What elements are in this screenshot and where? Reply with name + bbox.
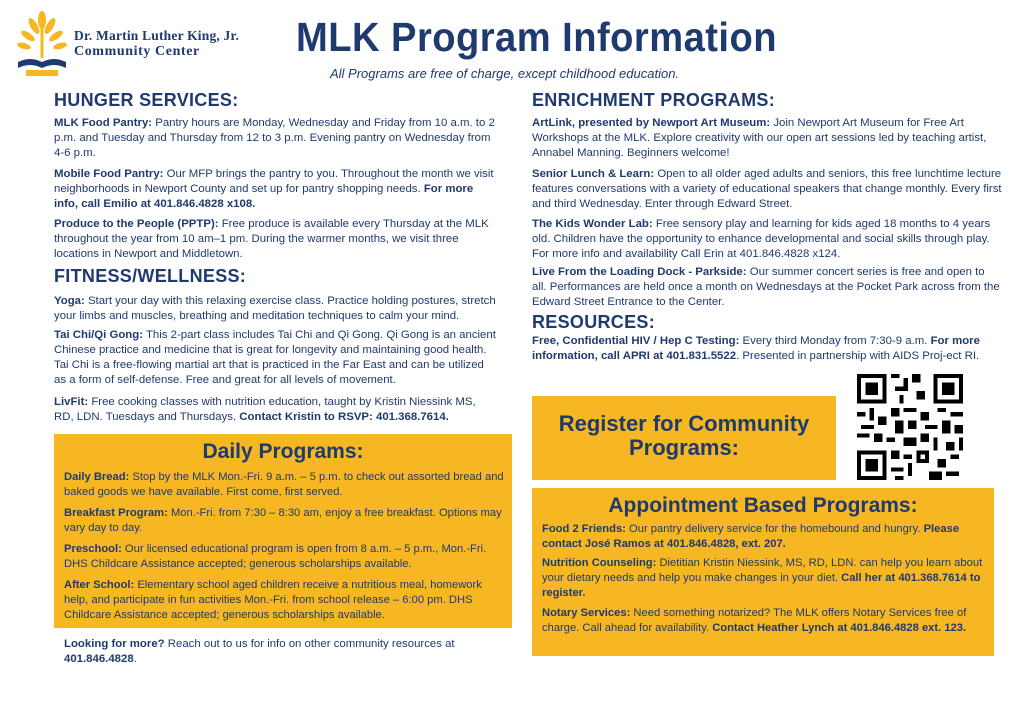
hunger-item-food-pantry: MLK Food Pantry: Pantry hours are Monday, Wednesday and Friday from 10 a.m. to 2 p.m. and Tuesday and Thursday from 12 to 3 p.m. Evening pantry on Wednesday from 4-6 p.m. xyxy=(54,117,495,159)
appointment-heading: Appointment Based Programs: xyxy=(608,494,918,517)
fitness-item-tai-chi: Tai Chi/Qi Gong: This 2-part class includes Tai Chi and Qi Gong. Qi Gong is an ancient Chinese practice and medicine that is great for longevity and maintaining good health. Tai Chi is a free-flowing martial art that is practiced in the Far East and can be utilized as a form of self-defense. Free and great for all levels of movement. xyxy=(54,329,496,386)
appointment-item-nutrition: Nutrition Counseling: Dietitian Kristin Niessink, MS, RD, LDN. can help you learn about your dietary needs and help you make changes in your diet. Call her at 401.368.7614 to register. xyxy=(542,557,983,599)
appointment-item-notary: Notary Services: Need something notarized? The MLK offers Notary Services free of charge. Call ahead for availability. Contact Heather Lynch at 401.846.4828 ext. 123. xyxy=(542,607,967,634)
logo-line-2: Community Center xyxy=(74,44,200,59)
fitness-item-livfit: LivFit: Free cooking classes with nutrition education, taught by Kristin Niessink MS, RD, LDN. Tuesdays and Thursdays. Contact Kristin to RSVP: 401.368.7614. xyxy=(54,396,476,423)
register-line-2: Programs: xyxy=(628,435,740,460)
daily-item-breakfast: Breakfast Program: Mon.-Fri. from 7:30 – 8:30 am, enjoy a free breakfast. Options may vary day to day. xyxy=(64,507,502,534)
enrichment-item-senior-lunch: Senior Lunch & Learn: Open to all older aged adults and seniors, this free lunchtime lecture features conversations with a variety of educational speakers that change monthly. Every first and third Wednesday. Enter through Edward Street. xyxy=(532,168,1002,210)
community-center-logo xyxy=(12,6,242,78)
wheat-book-logo-icon xyxy=(12,6,72,78)
register-line-1: Register for Community xyxy=(558,411,810,436)
resources-heading: RESOURCES: xyxy=(532,312,656,332)
more-phone: 401.846.4828 xyxy=(64,653,134,665)
daily-item-preschool: Preschool: Our licensed educational program is open from 8 a.m. – 5 p.m., Mon.-Fri. DHS Childcare Assistance accepted; generous scholarships available. xyxy=(64,543,487,570)
enrichment-item-loading-dock: Live From the Loading Dock - Parkside: Our summer concert series is free and open to all. Performances are held once a month on Wednesdays at the Pocket Park across from the Edward Street Entrance to the Center. xyxy=(532,266,1000,308)
fitness-item-yoga: Yoga: Start your day with this relaxing exercise class. Practice holding postures, stretch your limbs and muscles, breathing and meditation techniques to calm your mind. xyxy=(54,295,496,322)
looking-for-more: Looking for more? Reach out to us for info on other community resources at 401.846.4828. xyxy=(64,638,455,665)
resources-item-hiv-testing: Free, Confidential HIV / Hep C Testing: Every third Monday from 7:30-9 a.m. For more information, call APRI at 401.831.5522. Presented in partnership with AIDS Proj-ect RI. xyxy=(532,335,980,362)
enrichment-heading: ENRICHMENT PROGRAMS: xyxy=(532,90,775,110)
hunger-item-mobile-pantry: Mobile Food Pantry: Our MFP brings the pantry to you. Throughout the month we visit neighborhoods in Newport County and set up for pantry shopping needs. For more info, call Emilio at 401.846.4828 x108. xyxy=(54,168,494,210)
enrichment-item-kids-lab: The Kids Wonder Lab: Free sensory play and learning for kids aged 18 months to 4 years old. Children have the opportunity to enhance developmental and social skills through play. For more info and availability Call Erin at 401.846.4828 x124. xyxy=(532,218,991,260)
page-title: MLK Program Information xyxy=(296,14,777,60)
daily-item-bread: Daily Bread: Stop by the MLK Mon.-Fri. 9 a.m. – 5 p.m. to check out assorted bread and baked goods we have available. First come, first served. xyxy=(64,471,504,498)
appointment-item-food2friends: Food 2 Friends: Our pantry delivery service for the homebound and hungry. Please contact José Ramos at 401.846.4828, ext. 207. xyxy=(542,523,960,550)
daily-item-after-school: After School: Elementary school aged children receive a nutritious meal, homework help, and participate in fun activities Mon.-Fri. from school release – 6:00 pm. DHS Childcare Assistance accepted; generous scholarships available. xyxy=(64,579,482,621)
logo-line-1: Dr. Martin Luther King, Jr. xyxy=(74,28,240,43)
hunger-heading: HUNGER SERVICES: xyxy=(54,90,239,110)
daily-programs-heading: Daily Programs: xyxy=(202,440,364,463)
register-heading[interactable] xyxy=(532,412,836,460)
qr-code-icon[interactable] xyxy=(857,374,963,480)
enrichment-item-artlink: ArtLink, presented by Newport Art Museum: Join Newport Art Museum for Free Art Workshops at the MLK. Explore creativity with our open art sessions led by teaching artist, Annabel Manning. Beginners welcome! xyxy=(532,117,987,159)
hunger-item-pptp: Produce to the People (PPTP): Free produce is available every Thursday at the MLK throughout the year from 10 am–1 pm. During the warmer months, we visit three locations in Newport and Middletown. xyxy=(54,218,489,260)
fitness-heading: FITNESS/WELLNESS: xyxy=(54,266,247,286)
page-subtitle: All Programs are free of charge, except childhood education. xyxy=(330,66,680,81)
